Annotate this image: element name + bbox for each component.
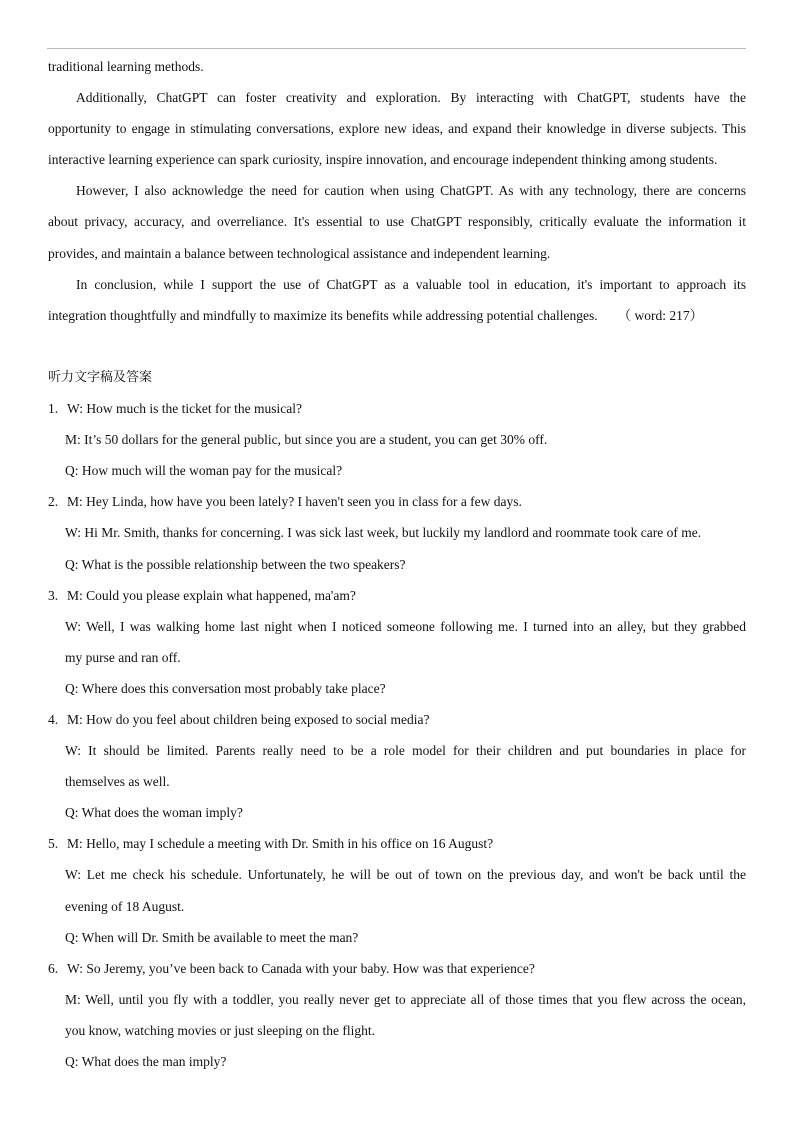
section-gap — [48, 334, 746, 365]
essay-paragraph-line: However, I also acknowledge the need for caution when using ChatGPT. As with any technology, there are concerns — [76, 183, 746, 199]
dialogue-line: W: It should be limited. Parents really need to be a role model for their children and put boundaries in place for — [65, 743, 746, 759]
dialogue-line: W: So Jeremy, you’ve been back to Canada with your baby. How was that experience? — [67, 960, 535, 976]
essay-paragraph-line: opportunity to engage in stimulating conversations, explore new ideas, and expand their knowledge in diverse subjects. This — [48, 121, 746, 137]
dialogue-line: W: Let me check his schedule. Unfortunately, he will be out of town on the previous day, and won't be back until the — [65, 867, 746, 883]
dialogue-line: M: How do you feel about children being exposed to social media? — [67, 711, 430, 727]
listening-item — [48, 707, 746, 738]
question-line: Q: When will Dr. Smith be available to meet the man? — [65, 929, 359, 945]
essay-paragraph-line: Additionally, ChatGPT can foster creativity and exploration. By interacting with ChatGPT, students have the — [76, 90, 746, 106]
dialogue-line: M: Hello, may I schedule a meeting with Dr. Smith in his office on 16 August? — [67, 836, 494, 852]
question-line: Q: What is the possible relationship between the two speakers? — [65, 556, 406, 572]
essay-paragraph-line: about privacy, accuracy, and overreliance. It's essential to use ChatGPT responsibly, critically evaluate the information it — [48, 214, 746, 230]
question-line: Q: What does the woman imply? — [65, 805, 243, 821]
dialogue-line: M: Hey Linda, how have you been lately? I haven't seen you in class for a few days. — [67, 494, 522, 510]
dialogue-line: my purse and ran off. — [65, 649, 181, 665]
listening-item — [48, 956, 746, 987]
dialogue-line: M: Could you please explain what happened, ma'am? — [67, 587, 356, 603]
essay-paragraph-line — [48, 303, 746, 334]
listening-item — [48, 831, 746, 862]
question-line: Q: How much will the woman pay for the musical? — [65, 463, 343, 479]
dialogue-line: you know, watching movies or just sleeping on the flight. — [65, 1022, 375, 1038]
dialogue-line: W: Hi Mr. Smith, thanks for concerning. I was sick last week, but luckily my landlord and roommate took care of me. — [65, 525, 702, 541]
dialogue-line: themselves as well. — [65, 774, 170, 790]
dialogue-line: evening of 18 August. — [65, 898, 185, 914]
question-line: Q: What does the man imply? — [65, 1054, 227, 1069]
listening-item — [48, 489, 746, 520]
essay-line: traditional learning methods. — [48, 59, 204, 74]
essay-paragraph-line: provides, and maintain a balance between technological assistance and independent learning. — [48, 245, 551, 261]
dialogue-line: W: Well, I was walking home last night when I noticed someone following me. I turned into an alley, but they grabbed — [65, 618, 746, 634]
header-rule — [47, 48, 746, 49]
word-count: （ word: 217） — [617, 307, 704, 323]
item-number: 4. — [48, 711, 59, 727]
item-number: 6. — [48, 960, 59, 976]
essay-paragraph-line: interactive learning experience can spark curiosity, inspire innovation, and encourage independent thinking among students. — [48, 152, 718, 168]
section-heading: 听力文字稿及答案 — [48, 369, 153, 385]
essay-closing-text: integration thoughtfully and mindfully to maximize its benefits while addressing potential challenges. — [48, 307, 598, 323]
listening-item — [48, 583, 746, 614]
dialogue-line: W: How much is the ticket for the musical? — [67, 401, 302, 417]
question-line: Q: Where does this conversation most probably take place? — [65, 680, 386, 696]
item-number: 2. — [48, 494, 59, 510]
essay-paragraph-line: In conclusion, while I support the use of ChatGPT as a valuable tool in education, it's important to approach its — [76, 276, 746, 292]
page-content — [48, 54, 746, 1080]
dialogue-line: M: Well, until you fly with a toddler, you really never get to appreciate all of those times that you flew across the ocean, — [65, 991, 746, 1007]
item-number: 3. — [48, 587, 59, 603]
listening-item — [48, 396, 746, 427]
dialogue-line: M: It’s 50 dollars for the general public, but since you are a student, you can get 30% off. — [65, 432, 548, 448]
item-number: 5. — [48, 836, 59, 852]
item-number: 1. — [48, 401, 59, 417]
